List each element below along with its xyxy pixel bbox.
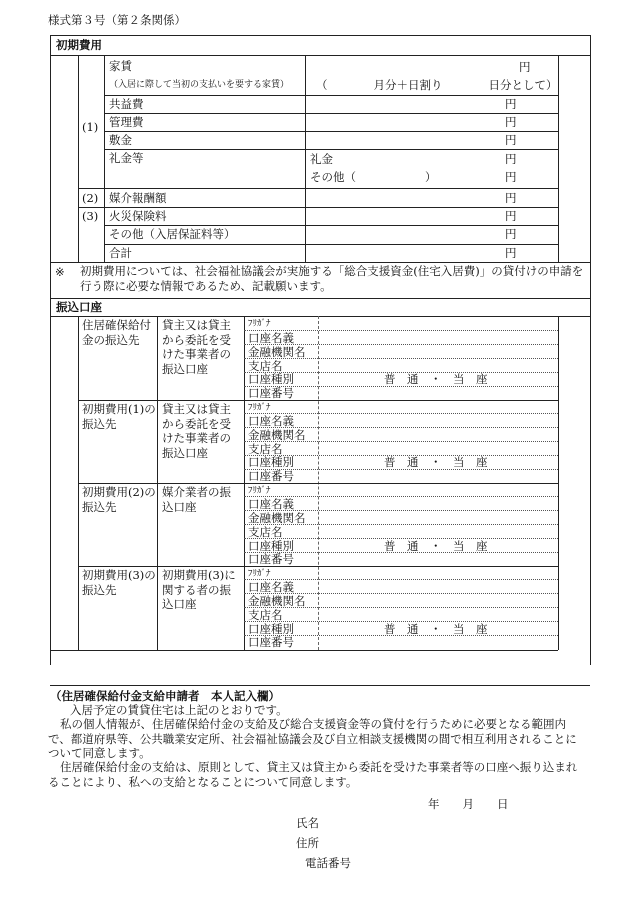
b1-account-type-label: 口座種別 xyxy=(248,372,294,386)
initial-costs-header: 初期費用 xyxy=(56,38,102,52)
b4-furigana-label: ﾌﾘｶﾞﾅ xyxy=(248,569,271,579)
total-label: 合計 xyxy=(109,246,132,260)
b3-furigana-label: ﾌﾘｶﾞﾅ xyxy=(248,486,271,496)
block-2-title: 初期費用(1)の振込先 xyxy=(82,402,156,431)
block-1-owner: 貸主又は貸主から委託を受けた事業者の振込口座 xyxy=(162,318,231,376)
yen-rent: 円 xyxy=(519,60,531,74)
b3-account-number-label: 口座番号 xyxy=(248,552,294,566)
block-3-owner: 媒介業者の振込口座 xyxy=(162,485,231,514)
phone-label: 電話番号 xyxy=(305,856,351,870)
b2-branch-label: 支店名 xyxy=(248,442,283,456)
b2-furigana-label: ﾌﾘｶﾞﾅ xyxy=(248,403,271,413)
b2-account-type-label: 口座種別 xyxy=(248,455,294,469)
yen-brokerage: 円 xyxy=(505,191,517,205)
b2-account-holder-label: 口座名義 xyxy=(248,414,294,428)
reikin-label: 礼金 xyxy=(310,152,333,166)
b4-account-holder-label: 口座名義 xyxy=(248,580,294,594)
form-number: 様式第３号（第２条関係） xyxy=(48,13,186,27)
applicant-paragraph-2: 私の個人情報が、住居確保給付金の支給及び総合支援資金等の貸付を行うために必要となる範囲内で、都道府県等、公共職業安定所、社会福祉協議会及び自立相談支援機関の間で相互利用されることについて同意します。 xyxy=(48,717,577,760)
b1-branch-label: 支店名 xyxy=(248,359,283,373)
date-field[interactable]: 年 月 日 xyxy=(428,797,509,811)
applicant-paragraph-1: 入居予定の賃貸住宅は上記のとおりです。 xyxy=(70,703,288,717)
b1-furigana-label: ﾌﾘｶﾞﾅ xyxy=(248,319,271,329)
b3-account-type-options[interactable]: 普 通 ・ 当 座 xyxy=(384,539,488,553)
block-4-title: 初期費用(3)の振込先 xyxy=(82,568,156,597)
key-money-other-field[interactable]: その他（ ） xyxy=(310,170,437,184)
block-1-title: 住居確保給付金の振込先 xyxy=(82,318,151,347)
b1-account-number-label: 口座番号 xyxy=(248,386,294,400)
block-2-owner: 貸主又は貸主から委託を受けた事業者の振込口座 xyxy=(162,402,231,460)
brokerage-fee-label: 媒介報酬額 xyxy=(109,191,167,205)
b2-account-type-options[interactable]: 普 通 ・ 当 座 xyxy=(384,455,488,469)
b1-account-type-options[interactable]: 普 通 ・ 当 座 xyxy=(384,372,488,386)
rent-sublabel: （入居に際して当初の支払いを要する家賃） xyxy=(109,80,290,90)
b3-account-holder-label: 口座名義 xyxy=(248,497,294,511)
b4-bank-name-label: 金融機関名 xyxy=(248,594,306,608)
other-guarantee-label: その他（入居保証料等） xyxy=(109,227,236,241)
b4-account-number-label: 口座番号 xyxy=(248,635,294,649)
note-text: 初期費用については、社会福祉協議会が実施する「総合支援資金(住宅入居費)」の貸付けの申請を行う際に必要な情報であるため、記載願います。 xyxy=(80,264,584,293)
b1-bank-name-label: 金融機関名 xyxy=(248,345,306,359)
yen-other: 円 xyxy=(505,227,517,241)
yen-management-fee: 円 xyxy=(505,115,517,129)
b4-account-type-label: 口座種別 xyxy=(248,622,294,636)
key-money-label: 礼金等 xyxy=(109,151,144,165)
applicant-paragraph-3: 住居確保給付金の支給は、原則として、貸主又は貸主から委託を受けた事業者等の口座へ振り込まれることにより、私への支給となることについて同意します。 xyxy=(48,760,578,789)
yen-common-fee: 円 xyxy=(505,97,517,111)
name-label: 氏名 xyxy=(296,816,319,830)
b3-branch-label: 支店名 xyxy=(248,525,283,539)
b4-branch-label: 支店名 xyxy=(248,608,283,622)
transfer-header: 振込口座 xyxy=(56,300,102,314)
b3-account-type-label: 口座種別 xyxy=(248,539,294,553)
group-1-label: (1) xyxy=(82,120,99,134)
yen-key-money-other: 円 xyxy=(505,170,517,184)
block-4-owner: 初期費用(3)に関する者の振込口座 xyxy=(162,568,236,611)
b2-bank-name-label: 金融機関名 xyxy=(248,428,306,442)
deposit-label: 敷金 xyxy=(109,133,132,147)
rent-label: 家賃 xyxy=(109,59,132,73)
rent-period-field[interactable]: （ 月分＋日割り 日分として） xyxy=(316,78,558,92)
group-2-label: (2) xyxy=(82,191,99,205)
group-3-label: (3) xyxy=(82,209,99,223)
b1-account-holder-label: 口座名義 xyxy=(248,331,294,345)
management-fee-label: 管理費 xyxy=(109,115,144,129)
b3-bank-name-label: 金融機関名 xyxy=(248,511,306,525)
b2-account-number-label: 口座番号 xyxy=(248,469,294,483)
fire-insurance-label: 火災保険料 xyxy=(109,209,167,223)
applicant-header: （住居確保給付金支給申請者 本人記入欄） xyxy=(50,689,280,703)
common-fee-label: 共益費 xyxy=(109,97,144,111)
note-mark: ※ xyxy=(55,265,65,279)
address-label: 住所 xyxy=(296,836,319,850)
yen-deposit: 円 xyxy=(505,133,517,147)
yen-total: 円 xyxy=(505,246,517,260)
block-3-title: 初期費用(2)の振込先 xyxy=(82,485,156,514)
b4-account-type-options[interactable]: 普 通 ・ 当 座 xyxy=(384,622,488,636)
yen-reikin: 円 xyxy=(505,152,517,166)
yen-fire-insurance: 円 xyxy=(505,209,517,223)
